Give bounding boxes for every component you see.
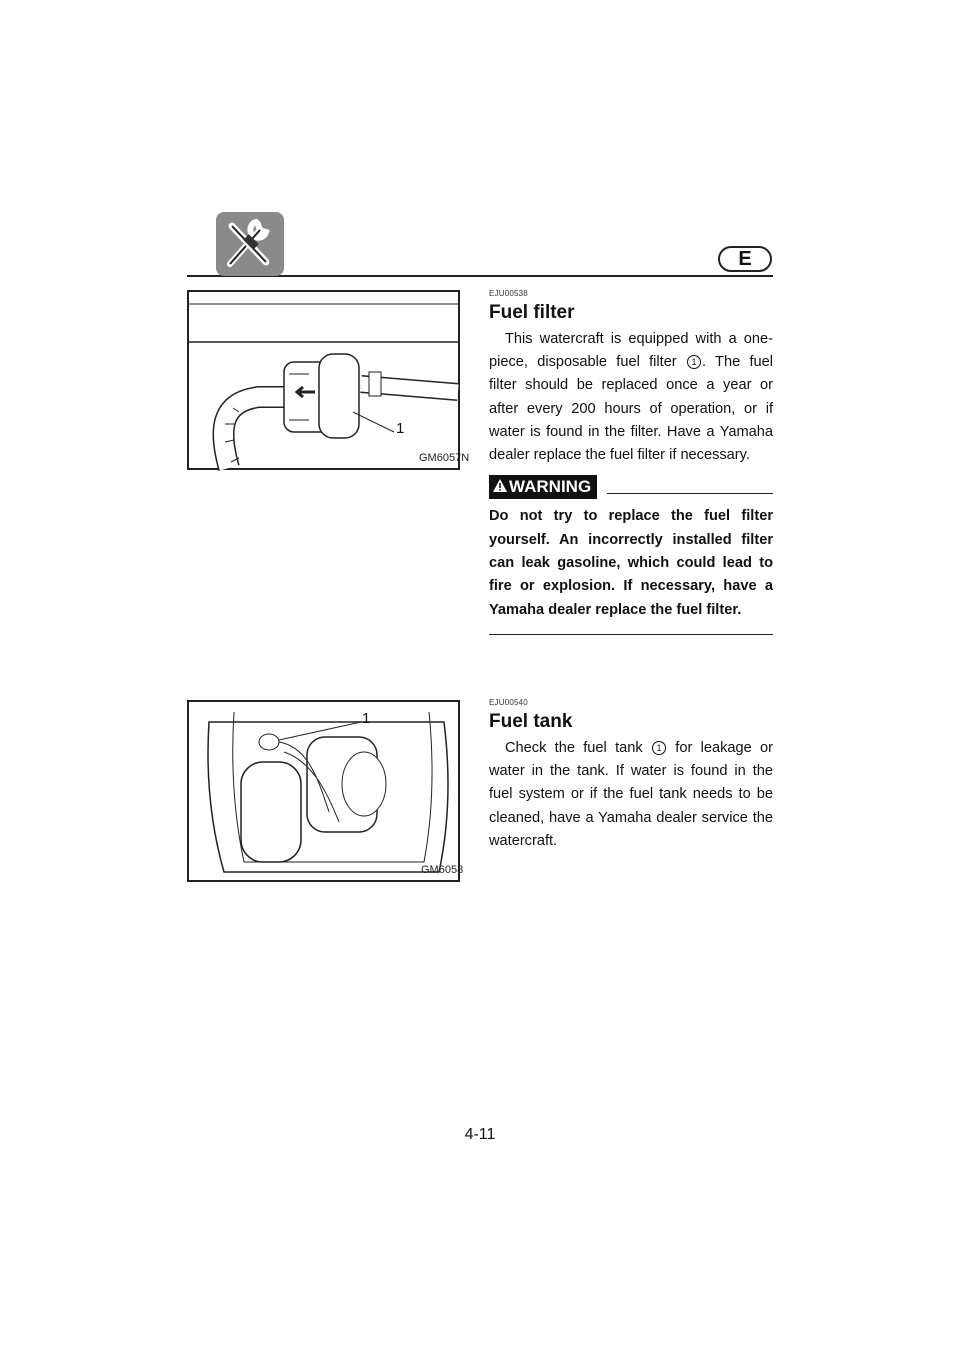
warning-header	[489, 475, 773, 499]
section-body: This watercraft is equipped with a one-piece, disposable fuel filter 1 . The fuel filter should be replaced once a year or after every 200 hours of operation, or if water is found in the filter. Have a Yamaha dealer replace the fuel filter if necessary.	[489, 331, 774, 464]
maintenance-tools-icon	[216, 212, 284, 276]
figure-code: GM6057N	[419, 452, 470, 464]
callout-ref: 1	[652, 741, 666, 755]
warning-text: Do not try to replace the fuel filter yourself. An incorrectly installed filter can leak gasoline, which could lead to fire or explosion. If necessary, have a Yamaha dealer replace the fuel filter.	[489, 508, 773, 618]
figure-code: GM6058	[421, 864, 464, 876]
fuel-tank-figure	[187, 700, 464, 882]
warning-triangle-icon	[493, 477, 507, 497]
page-number: 4-11	[464, 1126, 496, 1143]
fuel-filter-figure	[187, 290, 470, 470]
section-title: Fuel filter	[489, 302, 575, 323]
language-badge: E	[718, 246, 772, 272]
section-body: Check the fuel tank 1 for leakage or water in the tank. If water is found in the fuel system or if the fuel tank needs to be cleaned, have a Yamaha dealer service the watercraft.	[489, 740, 774, 849]
callout-ref: 1	[687, 355, 701, 369]
warning-badge: WARNING	[489, 475, 597, 499]
section-code: EJU00538	[489, 289, 528, 298]
fuel-filter-section	[489, 289, 773, 635]
fuel-tank-section	[489, 698, 773, 853]
fuel-tank-illustration	[189, 702, 458, 880]
section-code: EJU00540	[489, 698, 528, 707]
warning-rule	[607, 493, 773, 494]
figure-callout: 1	[362, 710, 371, 727]
warning-end-rule	[489, 634, 773, 635]
section-title: Fuel tank	[489, 711, 573, 732]
figure-callout: 1	[396, 420, 405, 437]
fuel-filter-illustration	[189, 292, 458, 468]
